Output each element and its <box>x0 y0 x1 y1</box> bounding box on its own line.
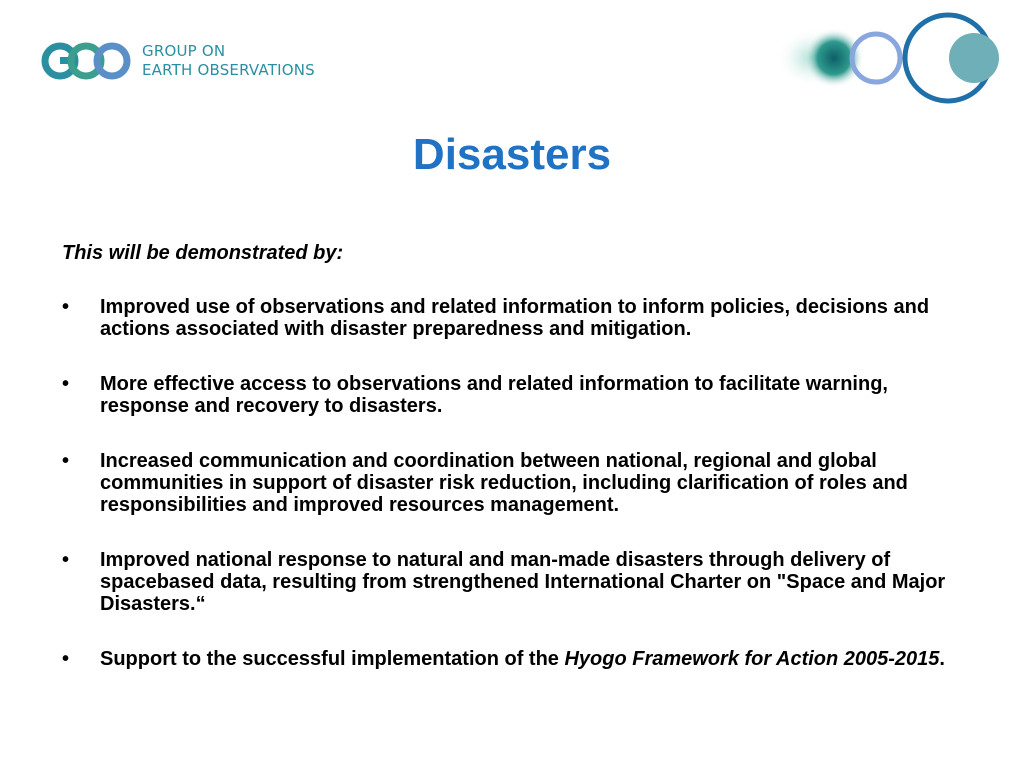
list-item <box>62 296 972 340</box>
bullet-list <box>62 296 972 703</box>
bullet-text <box>100 648 972 670</box>
list-item <box>62 549 972 615</box>
bullet-icon: • <box>62 373 70 395</box>
geo-logo <box>40 40 315 82</box>
page-title: Disasters <box>412 130 612 179</box>
bullet-icon: • <box>62 296 70 318</box>
circles-emblem <box>772 10 1012 110</box>
bullet-text: More effective access to observations and related information to facilitate warning, response and recovery to disasters. <box>100 373 888 417</box>
bullet-text-end: . <box>939 648 945 670</box>
bullet-text: Increased communication and coordination between national, regional and global communities in support of disaster risk reduction, including clarification of roles and responsibilities and improved resources management. <box>100 450 908 516</box>
hyogo-framework-title: Hyogo Framework for Action 2005-2015 <box>564 648 940 670</box>
list-item <box>62 450 972 516</box>
bullet-text-start: Support to the successful implementation of the <box>100 648 565 670</box>
bullet-icon: • <box>62 549 70 571</box>
geo-logo-line2: EARTH OBSERVATIONS <box>142 61 315 79</box>
bullet-text: Improved use of observations and related information to inform policies, decisions and actions associated with disaster preparedness and mitigation. <box>100 296 930 340</box>
intro-text: This will be demonstrated by: <box>62 242 344 264</box>
geo-logo-text <box>142 42 315 80</box>
geo-logo-line1: GROUP ON <box>142 42 226 60</box>
list-item <box>62 373 972 417</box>
bullet-icon: • <box>62 648 70 670</box>
bullet-text: Improved national response to natural and man-made disasters through delivery of spacebased data, resulting from strengthened International Charter on "Space and Major Disasters.“ <box>100 549 946 615</box>
circles-emblem-icon <box>772 10 1012 110</box>
list-item <box>62 648 972 670</box>
bullet-icon: • <box>62 450 70 472</box>
geo-logo-icon <box>40 40 132 82</box>
